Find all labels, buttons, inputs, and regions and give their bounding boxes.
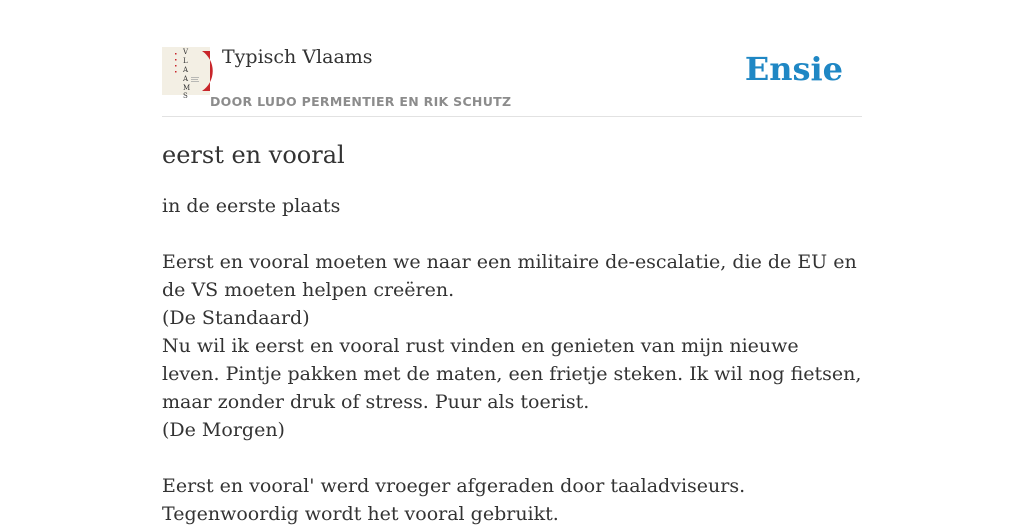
svg-text:S: S (183, 92, 188, 100)
example-quote: Nu wil ik eerst en vooral rust vinden en genieten van mijn nieuwe leven. Pintje pakken met de maten, een frietje steken. Ik wil nog fietsen, maar zonder druk of stress. Puur als toerist. (162, 335, 862, 413)
example-quote: Eerst en vooral moeten we naar een militaire de-escalatie, die de EU en de VS moeten helpen creëren. (162, 251, 857, 301)
page-header (162, 46, 862, 117)
svg-text:L: L (183, 57, 188, 65)
svg-text:A: A (183, 66, 189, 74)
svg-text:V: V (183, 48, 189, 56)
ensie-logo-link[interactable]: Ensie (744, 50, 843, 88)
author-byline: DOOR LUDO PERMENTIER EN RIK SCHUTZ (210, 94, 512, 109)
entry-title: eerst en vooral (162, 141, 345, 169)
usage-note: Eerst en vooral' werd vroeger afgeraden door taaladviseurs. Tegenwoordig wordt het vooral gebruikt. (162, 475, 746, 525)
svg-text:M: M (183, 84, 191, 92)
svg-text:A: A (183, 75, 189, 83)
book-cover-avatar[interactable] (162, 47, 210, 100)
example-source: (De Standaard) (162, 307, 310, 329)
entry-content (162, 140, 862, 528)
entry-examples (162, 248, 862, 444)
book-title[interactable]: Typisch Vlaams (222, 46, 373, 68)
entry-definition: in de eerste plaats (162, 195, 341, 217)
example-source: (De Morgen) (162, 419, 285, 441)
